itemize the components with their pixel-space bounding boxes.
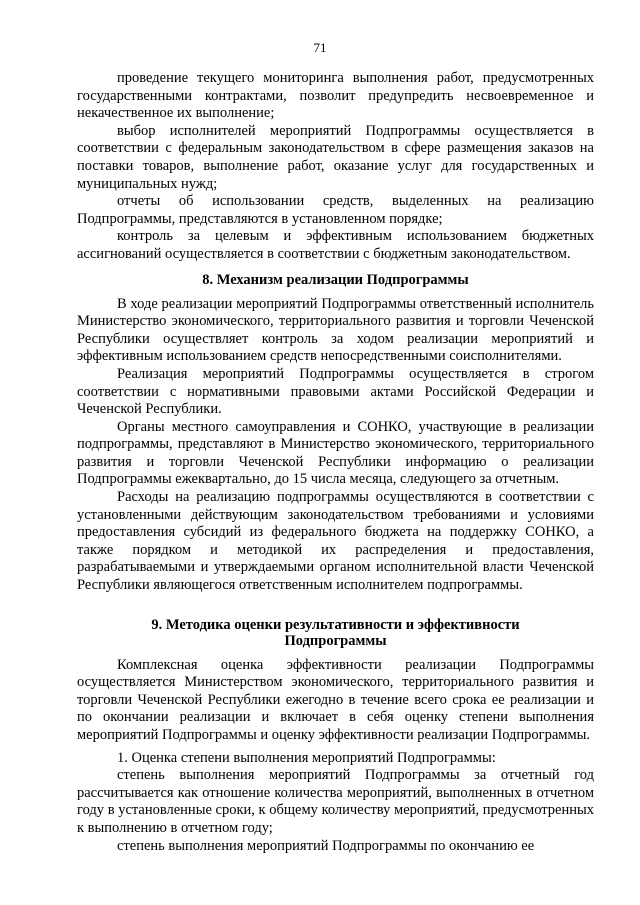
- paragraph: выбор исполнителей мероприятий Подпрограммы осуществляется в соответствии с федеральным законодательством в сфере размещения заказов на поставки товаров, выполнение работ, оказание услуг для государственных и муниципальных нужд;: [77, 122, 594, 192]
- section-9-heading-line2: Подпрограммы: [284, 632, 387, 649]
- paragraph: Органы местного самоуправления и СОНКО, участвующие в реализации подпрограммы, представляют в Министерство экономического, территориального развития и торговли Чеченской Республики информацию о реализации Подпрограммы ежеквартально, до 15 числа месяца, следующего за отчетным.: [77, 418, 594, 488]
- paragraph: 1. Оценка степени выполнения мероприятий Подпрограммы:: [117, 749, 496, 766]
- paragraph: отчеты об использовании средств, выделенных на реализацию Подпрограммы, представляются в установленном порядке;: [77, 193, 594, 227]
- paragraph: степень выполнения мероприятий Подпрограммы по окончанию ее: [117, 837, 535, 854]
- paragraph: степень выполнения мероприятий Подпрограммы за отчетный год рассчитывается как отношение количества мероприятий, выполненных в отчетном году в установленные сроки, к общему количеству мероприятий, предусмотренных к выполнению в отчетном году;: [77, 767, 594, 836]
- paragraph: Реализация мероприятий Подпрограммы осуществляется в строгом соответствии с нормативными правовыми актами Российской Федерации и Чеченской Республики.: [77, 365, 594, 418]
- section-9-heading-line1: 9. Методика оценки результативности и эффективности: [151, 616, 520, 633]
- paragraph: В ходе реализации мероприятий Подпрограммы ответственный исполнитель Министерство экономического, территориального развития и торговли Чеченской Республики осуществляет контроль за ходом реализации мероприятий и эффективным использованием средств непосредственными соисполнителями.: [77, 295, 594, 365]
- paragraph: контроль за целевым и эффективным использованием бюджетных ассигнований осуществляется в соответствии с бюджетным законодательством.: [77, 228, 594, 262]
- section-8-heading: 8. Механизм реализации Подпрограммы: [202, 271, 469, 288]
- page-number: 71: [313, 40, 327, 55]
- paragraph: Расходы на реализацию подпрограммы осуществляются в соответствии с установленными действующим законодательством требованиями и условиями предоставления субсидий из федерального бюджета на поддержку СОНКО, а также порядком и методикой их распределения и предоставления, разрабатываемыми и утверждаемыми органом исполнительной власти Чеченской Республики являющегося ответственным исполнителем подпрограммы.: [77, 489, 594, 594]
- document-body: [77, 70, 594, 855]
- paragraph: проведение текущего мониторинга выполнения работ, предусмотренных государственными контрактами, позволит предупредить несвоевременное и некачественное их выполнение;: [77, 70, 594, 122]
- section-9-heading: [77, 617, 594, 649]
- paragraph: Комплексная оценка эффективности реализации Подпрограммы осуществляется Министерством экономического, территориального развития и торговли Чеченской Республики ежегодно в течение всего срока ее реализации и по окончании реализации и включает в себя оценку степени выполнения мероприятий Подпрограммы и оценку эффективности реализации Подпрограммы.: [77, 656, 594, 743]
